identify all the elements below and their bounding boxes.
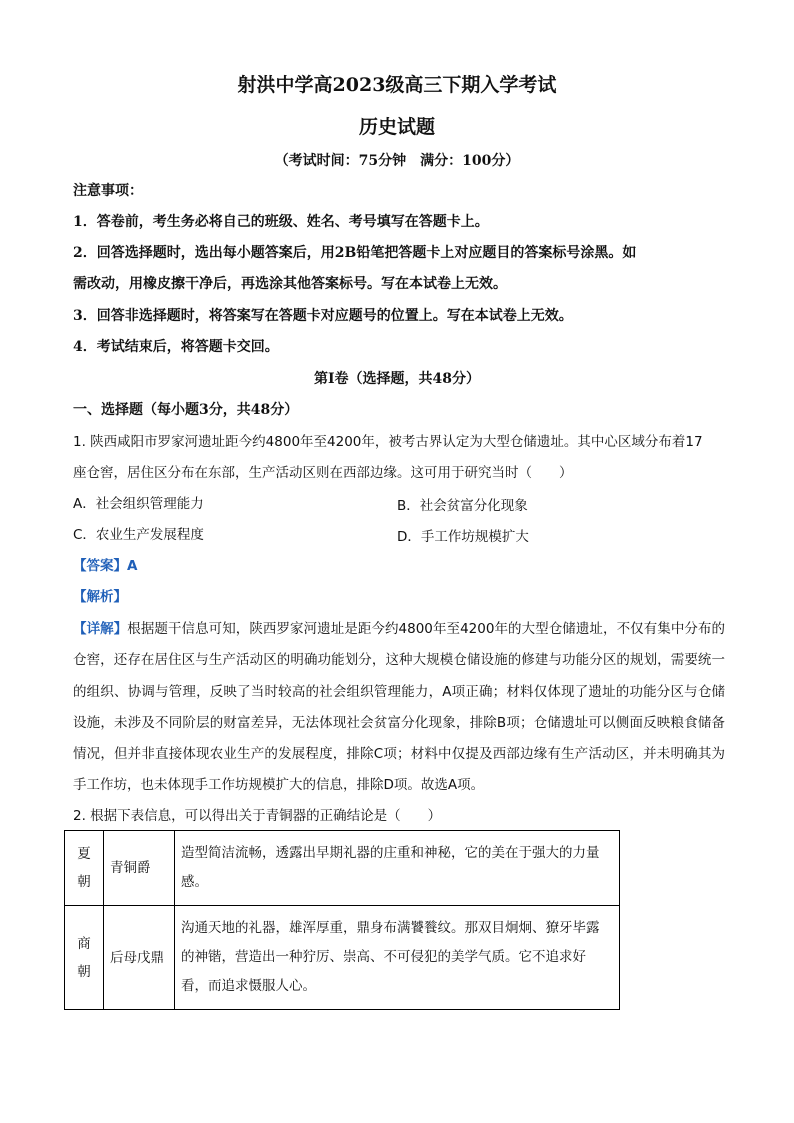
q1-option-c: C．农业生产发展程度 xyxy=(73,527,204,543)
q1-detail xyxy=(73,614,725,802)
q1-option-b: B．社会贫富分化现象 xyxy=(397,498,528,514)
description-cell: 造型简洁流畅，透露出早期礼器的庄重和神秘，它的美在于强大的力量感。 xyxy=(175,831,620,906)
exam-title: 射洪中学高2023级高三下期入学考试 xyxy=(237,74,557,96)
q1-stem-line1: 1. 陕西咸阳市罗家河遗址距今约4800年至4200年，被考古界认定为大型仓储遗址。其中心区域分布着17 xyxy=(73,434,703,450)
section-heading: 一、选择题（每小题3分，共48分） xyxy=(73,402,299,418)
table-row xyxy=(65,831,620,906)
dynasty-cell: 夏 朝 xyxy=(65,831,104,906)
notice-heading: 注意事项： xyxy=(73,183,143,199)
subject-title: 历史试题 xyxy=(358,116,435,138)
dynasty-cell: 商 朝 xyxy=(65,906,104,1010)
q1-analysis-label: 【解析】 xyxy=(73,589,127,605)
table-row xyxy=(65,906,620,1010)
notice-item-1: 1．答卷前，考生务必将自己的班级、姓名、考号填写在答题卡上。 xyxy=(73,214,489,230)
q1-option-a: A．社会组织管理能力 xyxy=(73,496,204,512)
exam-info: （考试时间：75分钟 满分：100分） xyxy=(274,153,520,169)
object-cell: 青铜爵 xyxy=(104,831,175,906)
q1-stem-line2: 座仓窖，居住区分布在东部，生产活动区则在西部边缘。这可用于研究当时（ ） xyxy=(73,465,573,481)
part-title: 第Ⅰ卷（选择题，共48分） xyxy=(313,371,481,387)
q1-detail-tag: 【详解】 xyxy=(73,621,128,637)
object-cell: 后母戊鼎 xyxy=(104,906,175,1010)
notice-item-2: 2．回答选择题时，选出每小题答案后，用2B铅笔把答题卡上对应题目的答案标号涂黑。如 xyxy=(73,245,637,261)
q1-option-d: D．手工作坊规模扩大 xyxy=(397,529,529,545)
notice-item-4: 4．考试结束后，将答题卡交回。 xyxy=(73,339,279,355)
bronze-table xyxy=(64,830,620,1010)
description-cell: 沟通天地的礼器，雄浑厚重，鼎身布满饕餮纹。那双目炯炯、獠牙毕露的神锴，营造出一种狞厉、崇高、不可侵犯的美学气质。它不追求好看，而追求慑服人心。 xyxy=(175,906,620,1010)
q2-stem: 2. 根据下表信息，可以得出关于青铜器的正确结论是（ ） xyxy=(73,808,442,824)
q1-answer: 【答案】A xyxy=(73,558,138,574)
notice-item-2-cont: 需改动，用橡皮擦干净后，再选涂其他答案标号。写在本试卷上无效。 xyxy=(73,276,507,292)
q1-detail-text: 根据题干信息可知，陕西罗家河遗址是距今约4800年至4200年的大型仓储遗址，不仅有集中分布的仓窖，还存在居住区与生产活动区的明确功能划分，这种大规模仓储设施的修建与功能分区的规划，需要统一的组织、协调与管理，反映了当时较高的社会组织管理能力，A项正确；材料仅体现了遗址的功能分区与仓储设施，未涉及不同阶层的财富差异，无法体现社会贫富分化现象，排除B项；仓储遗址可以侧面反映粮食储备情况，但并非直接体现农业生产的发展程度，排除C项；材料中仅提及西部边缘有生产活动区，并未明确其为手工作坊，也未体现手工作坊规模扩大的信息，排除D项。故选A项。 xyxy=(73,621,726,794)
notice-item-3: 3．回答非选择题时，将答案写在答题卡对应题号的位置上。写在本试卷上无效。 xyxy=(73,308,573,324)
